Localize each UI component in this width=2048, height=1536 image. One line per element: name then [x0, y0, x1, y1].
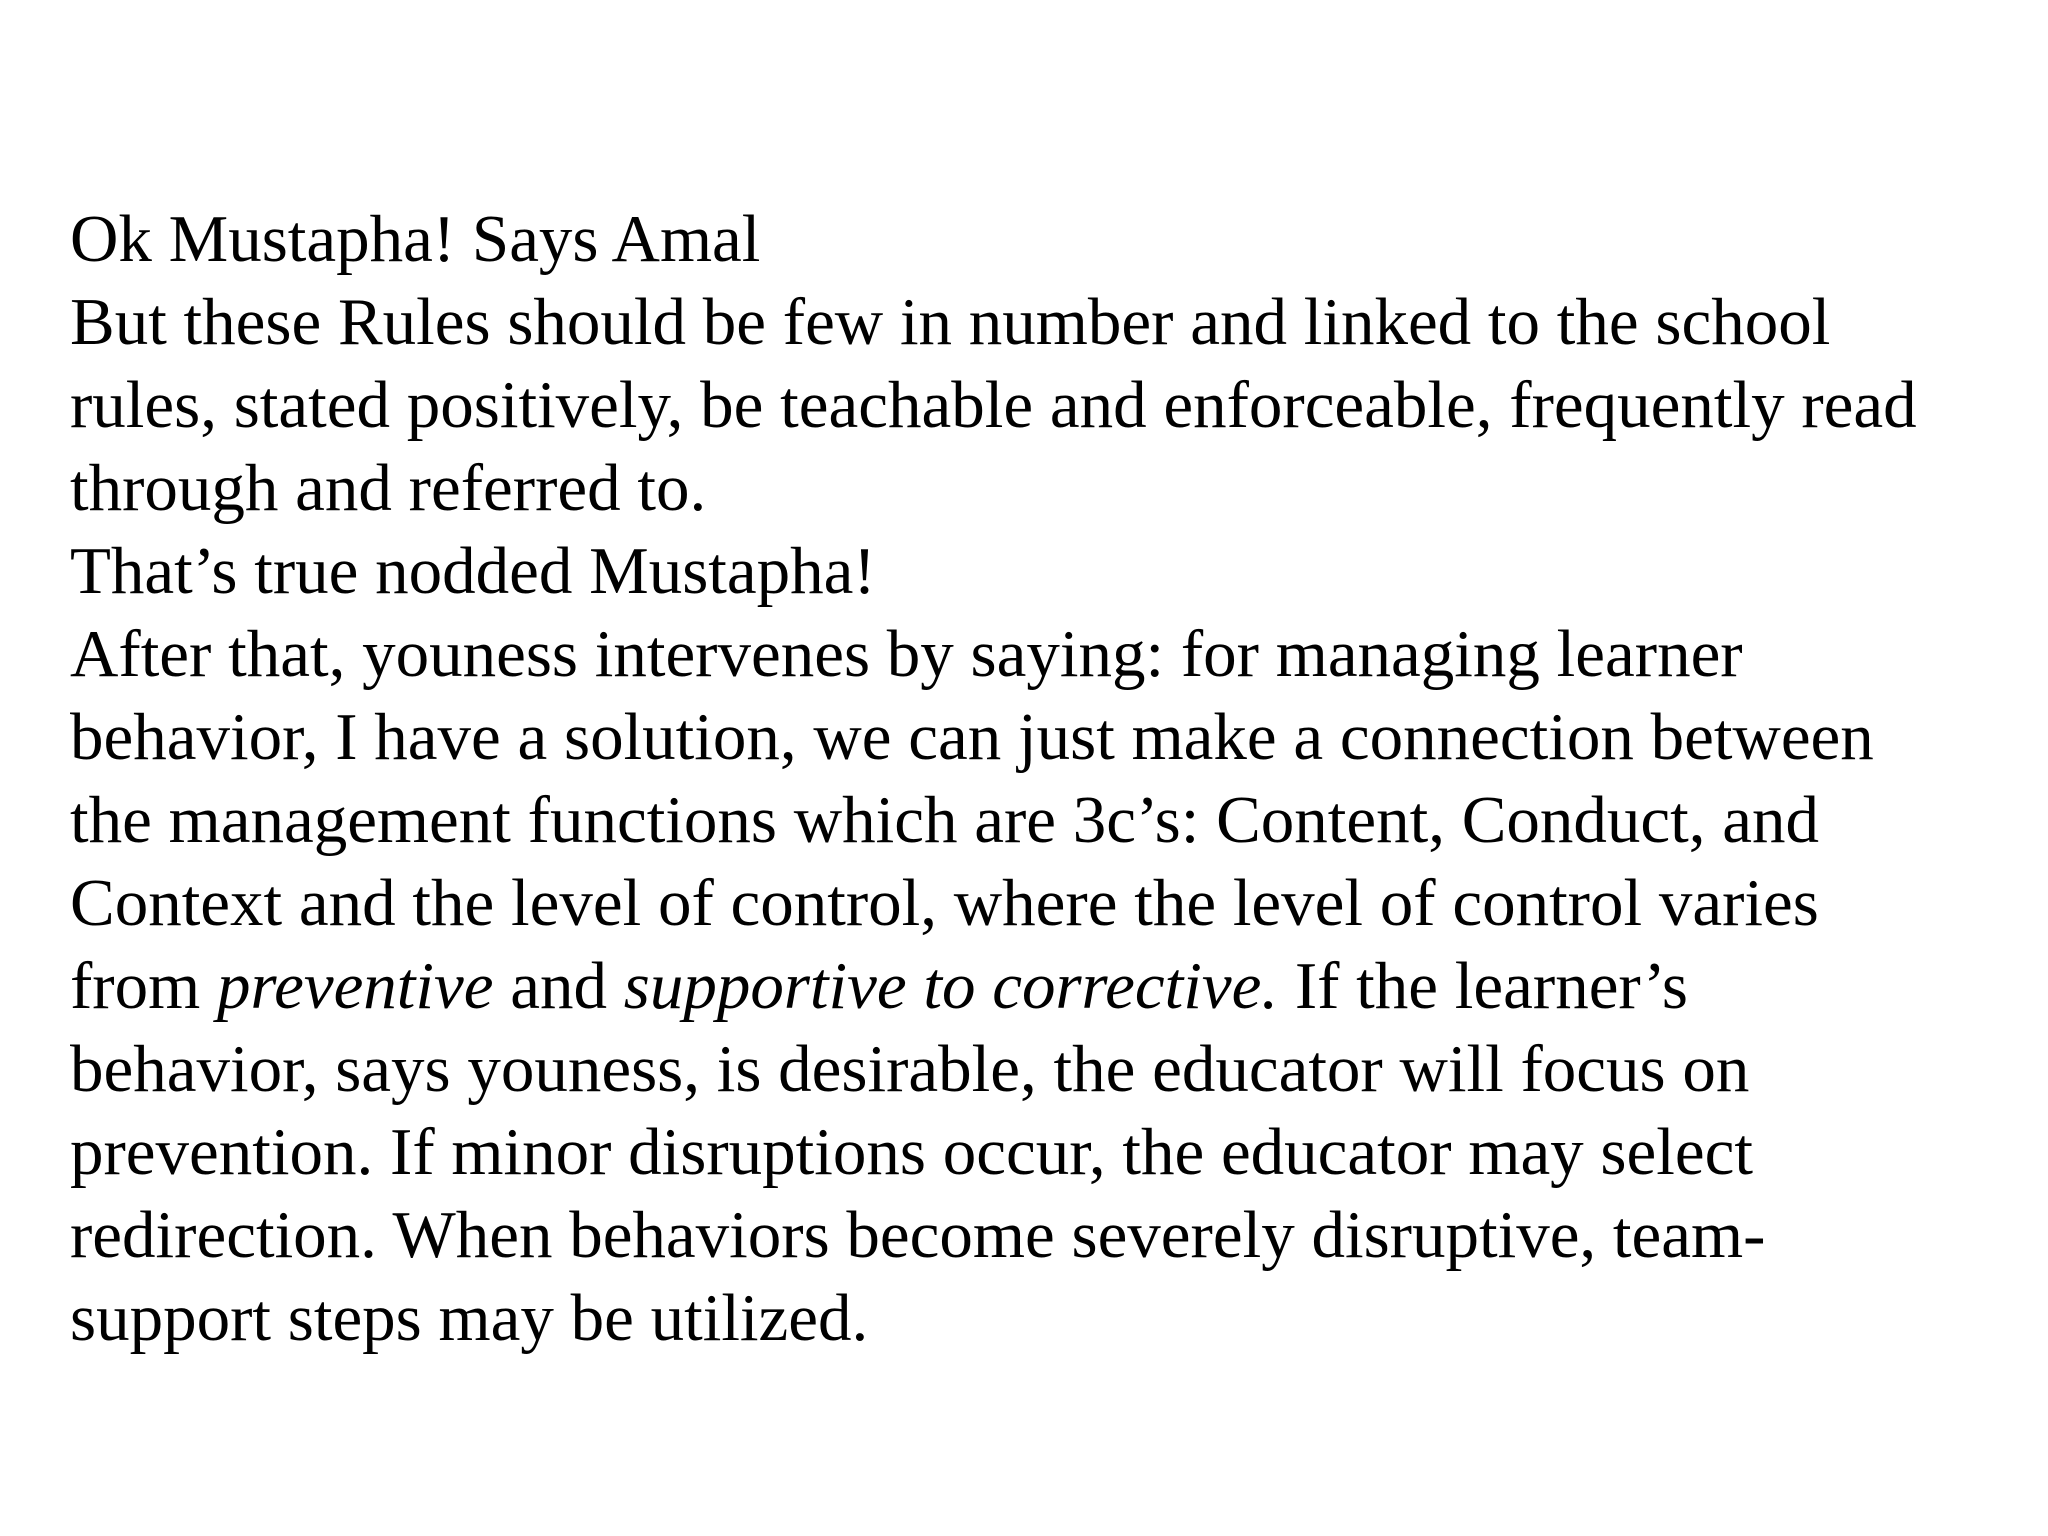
italic-preventive: preventive [217, 949, 494, 1023]
youness-line-8: redirection. When behaviors become severely disruptive, team- [70, 1198, 1766, 1272]
dialogue-line-mustapha: That’s true nodded Mustapha! [70, 534, 876, 608]
text-if-learners: If the learner’s [1278, 949, 1688, 1023]
youness-line-5 [70, 945, 2005, 1028]
youness-line-3: the management functions which are 3c’s: Content, Conduct, and [70, 783, 1820, 857]
youness-line-7: prevention. If minor disruptions occur, the educator may select [70, 1115, 1753, 1189]
rules-line-3: through and referred to. [70, 451, 707, 525]
italic-supportive-to-corrective: supportive to corrective. [623, 949, 1279, 1023]
body-text [70, 198, 2005, 1360]
youness-line-2: behavior, I have a solution, we can just make a connection between [70, 700, 1874, 774]
youness-line-6: behavior, says youness, is desirable, the educator will focus on [70, 1032, 1750, 1106]
youness-line-9: support steps may be utilized. [70, 1281, 869, 1355]
text-from: from [70, 949, 217, 1023]
youness-line-4: Context and the level of control, where the level of control varies [70, 866, 1819, 940]
dialogue-line-amal: Ok Mustapha! Says Amal [70, 202, 761, 276]
youness-line-1: After that, youness intervenes by saying: for managing learner [70, 617, 1743, 691]
rules-line-1: But these Rules should be few in number and linked to the school [70, 285, 1831, 359]
text-and: and [493, 949, 624, 1023]
rules-line-2: rules, stated positively, be teachable and enforceable, frequently read [70, 368, 1917, 442]
